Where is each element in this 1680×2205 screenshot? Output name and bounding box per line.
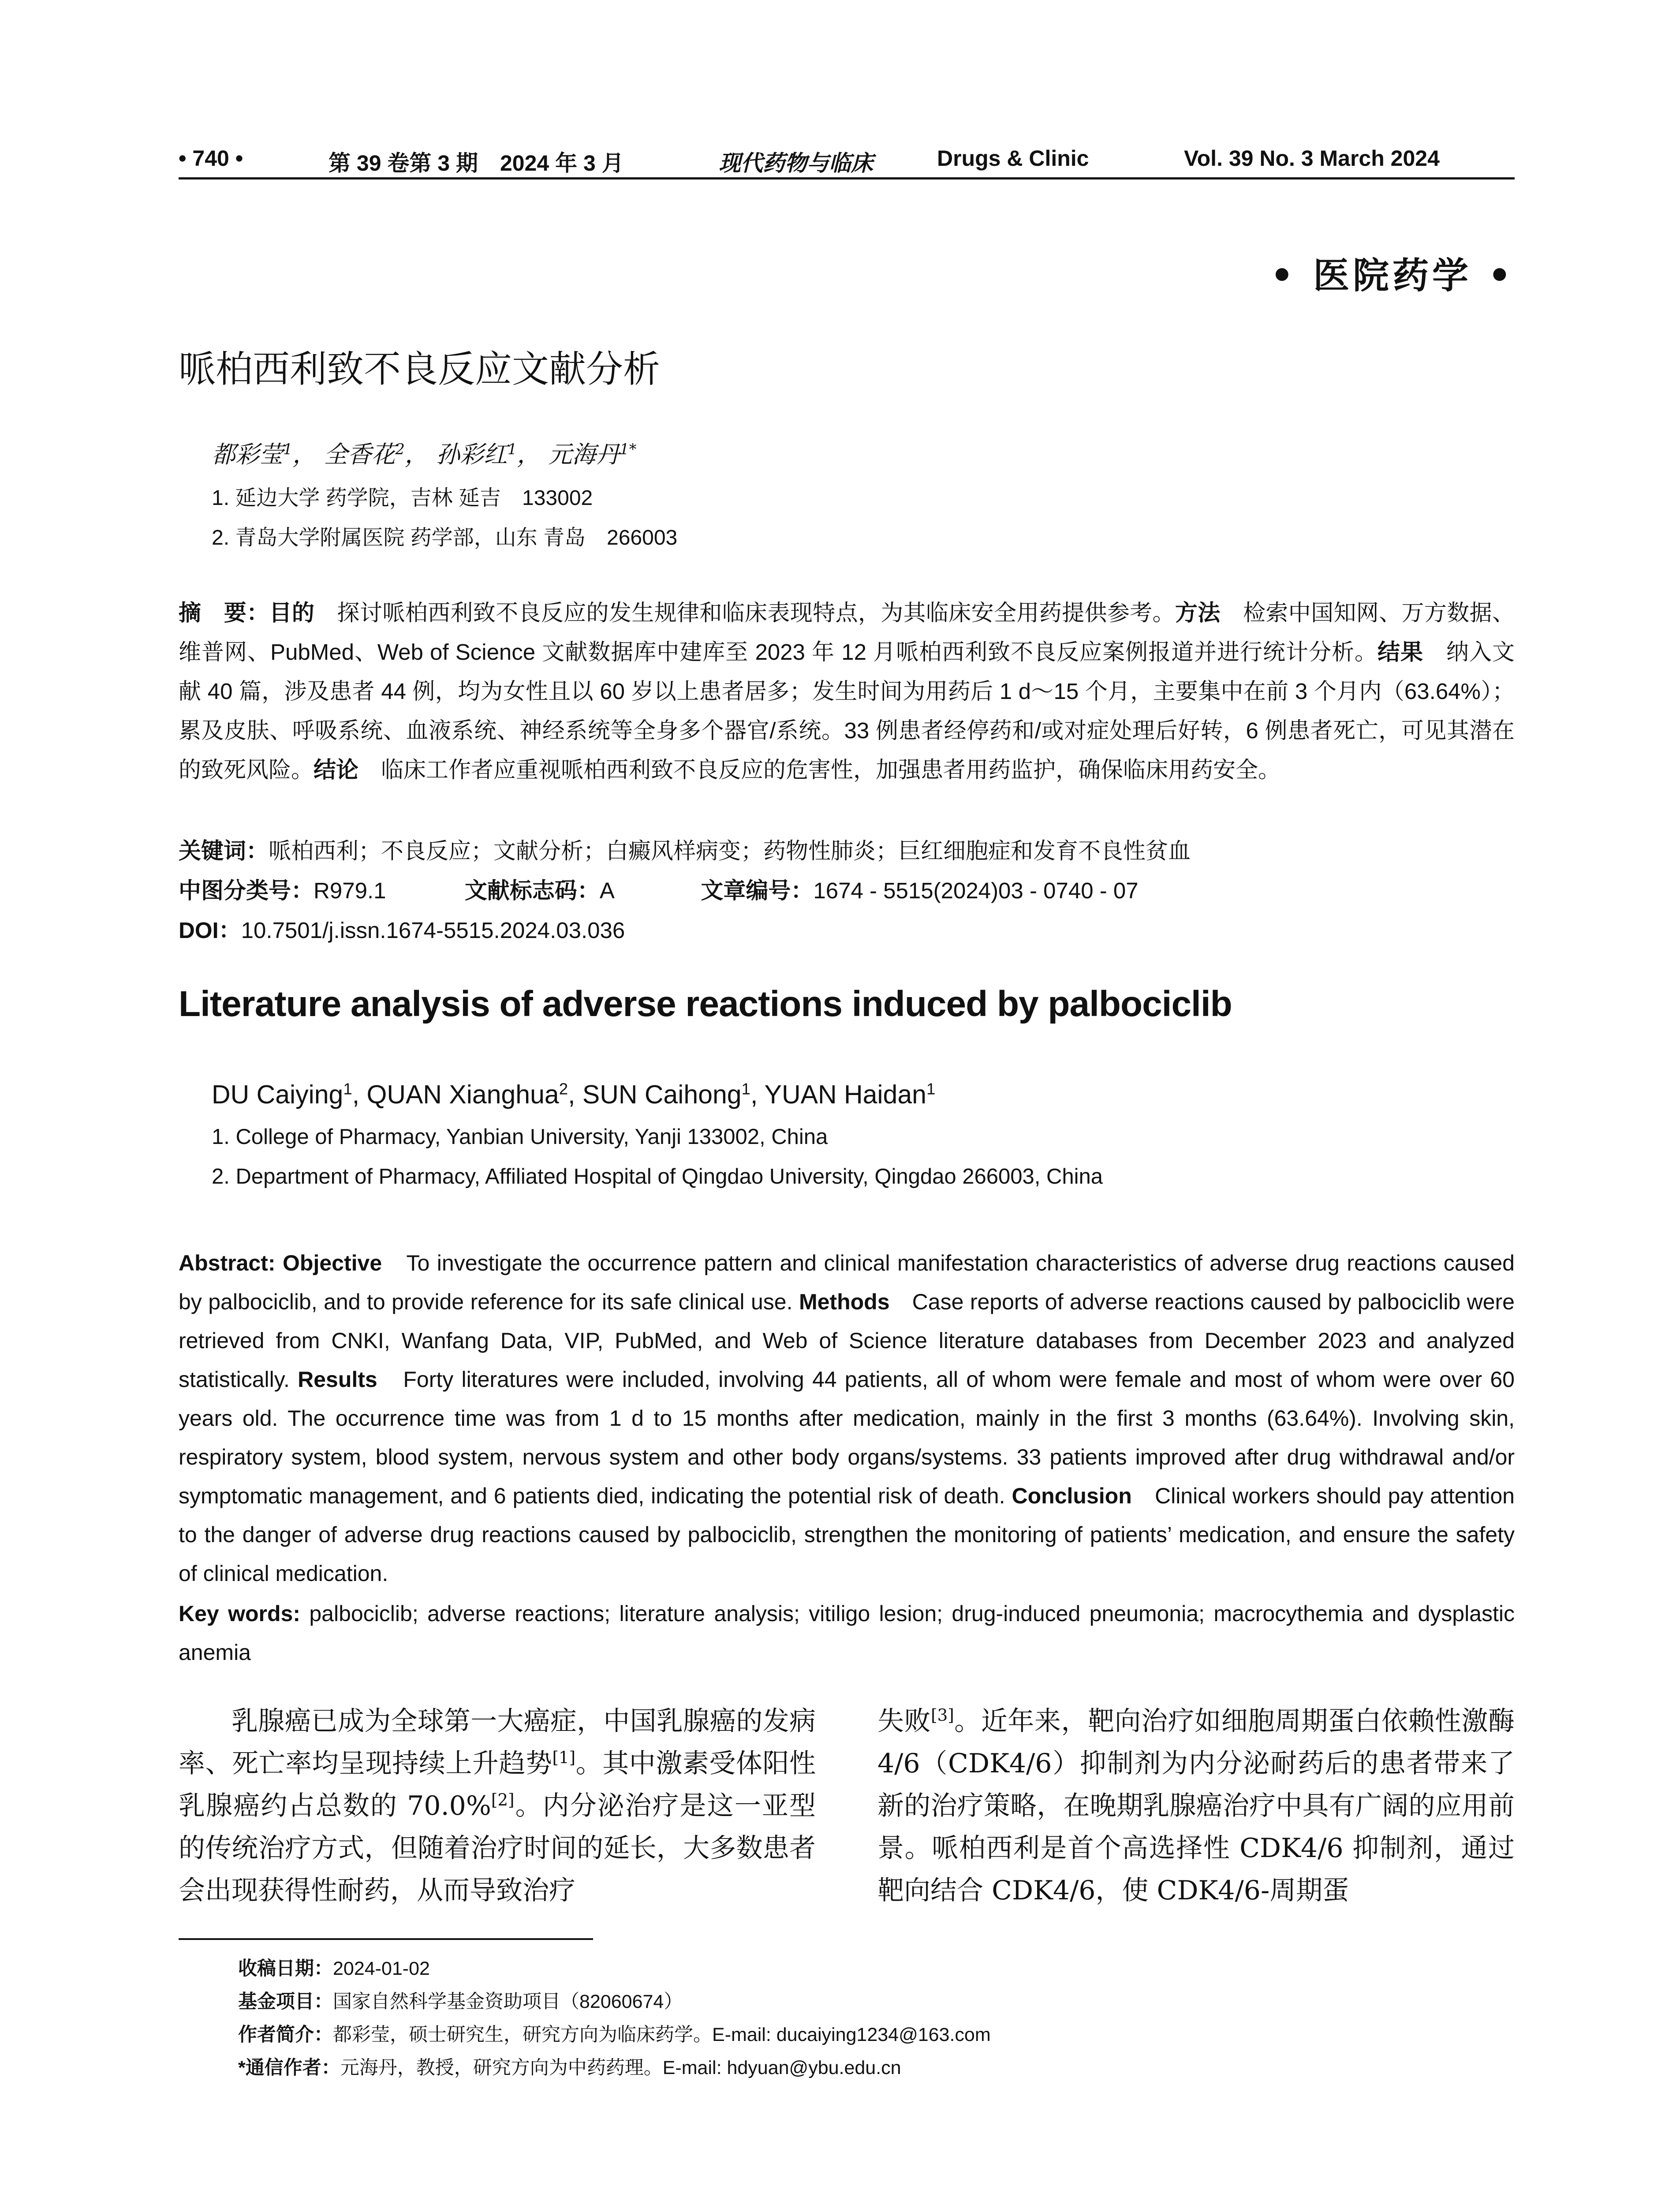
classification-line — [179, 872, 1139, 905]
body-column-right — [877, 1700, 1515, 1912]
abstract-cn — [179, 593, 1515, 789]
results-text: 纳入文献 40 篇，涉及患者 44 例，均为女性且以 60 岁以上患者居多；发生时间为用药后 1 d～15 个月，主要集中在前 3 个月内（63.64%）；累及皮肤、呼吸系统、血液系统、神经系统等全身多个器官/系统。33 例患者经停药和/或对症处理后好转，6 例患者死亡，可见其潜在的致死风险。 — [179, 639, 1515, 782]
citation-ref[interactable]: [3] — [931, 1705, 954, 1725]
affiliation-cn-1: 1. 延边大学 药学院，吉林 延吉 133002 — [212, 486, 593, 510]
body-column-left — [179, 1700, 816, 1912]
author-name: QUAN Xianghua — [366, 1080, 559, 1109]
section-tag: • 医院药学 • — [1270, 254, 1515, 297]
body-text: 。近年来，靶向治疗如细胞周期蛋白依赖性激酶 4/6（CDK4/6）抑制剂为内分泌耐药后的患者带来了新的治疗策略，在晚期乳腺癌治疗中具有广阔的应用前景。哌柏西利是首个高选择性 CDK4/6 抑制剂，通过靶向结合 CDK4/6，使 CDK4/6-周期蛋 — [877, 1706, 1515, 1906]
results-text: Forty literatures were included, involving 44 patients, all of whom were female and most of whom were over 60 years old. The occurrence time was from 1 d to 15 months after medication, mainly in the first 3 months (63.64%). Involving skin, respiratory system, blood system, nervous system and other body organs/systems. 33 patients improved after drug withdrawal and/or symptomatic management, and 6 patients died, indicating the potential risk of death. — [179, 1367, 1515, 1508]
methods-label: 方法 — [1175, 600, 1221, 625]
keywords-cn — [179, 833, 1191, 865]
footnote-text: 都彩莹，硕士研究生，研究方向为临床药学。E-mail: ducaiying1234@163.com — [333, 2024, 991, 2045]
page-number: • 740 • — [179, 146, 243, 171]
author-affil-mark: 1* — [620, 441, 637, 458]
keywords-label: Key words: — [179, 1601, 300, 1626]
footnote-label: *通信作者： — [238, 2057, 340, 2078]
doi-line — [179, 912, 625, 945]
author-affil-mark: 1 — [283, 441, 293, 458]
objective-label: 目的 — [269, 600, 315, 625]
results-label: Results — [298, 1367, 377, 1392]
volume-issue-cn: 第 39 卷第 3 期 2024 年 3 月 — [329, 151, 624, 176]
objective-label: Objective — [283, 1251, 382, 1275]
author-name: 全香花 — [324, 441, 396, 468]
footnote-received — [238, 1954, 430, 1981]
footnote-text: 2024-01-02 — [333, 1958, 430, 1979]
author-name: SUN Caihong — [582, 1080, 742, 1109]
objective-text: 探讨哌柏西利致不良反应的发生规律和临床表现特点，为其临床安全用药提供参考。 — [314, 600, 1175, 625]
doc-code-label: 文献标志码： — [464, 878, 600, 903]
author-affil-mark: 1 — [343, 1080, 352, 1098]
affiliation-en-2: 2. Department of Pharmacy, Affiliated Hospital of Qingdao University, Qingdao 266003, China — [212, 1165, 1103, 1188]
methods-text: Case reports of adverse reactions caused by palbociclib were retrieved from CNKI, Wanfang Data, VIP, PubMed, and Web of Science literature databases from December 2023 and analyzed statistically. — [179, 1289, 1515, 1392]
clc-value: R979.1 — [314, 878, 386, 903]
abstract-label: 摘 要： — [179, 600, 269, 625]
methods-text: 检索中国知网、万方数据、维普网、PubMed、Web of Science 文献数据库中建库至 2023 年 12 月哌柏西利致不良反应案例报道并进行统计分析。 — [179, 600, 1515, 665]
author-affil-mark: 1 — [926, 1080, 936, 1098]
footnote-author — [238, 2020, 991, 2047]
abstract-en — [179, 1244, 1515, 1593]
body-text: 乳腺癌已成为全球第一大癌症，中国乳腺癌的发病率、死亡率均呈现持续上升趋势 — [179, 1706, 816, 1779]
footnote-corresponding — [238, 2053, 901, 2080]
keywords-text: palbociclib; adverse reactions; literature analysis; vitiligo lesion; drug-induced pneumonia; macrocythemia and dysplastic anemia — [179, 1601, 1515, 1665]
clc-label: 中图分类号： — [179, 878, 314, 903]
keywords-text: 哌柏西利；不良反应；文献分析；白癜风样病变；药物性肺炎；巨红细胞症和发育不良性贫血 — [269, 838, 1191, 863]
journal-name-cn: 现代药物与临床 — [719, 150, 873, 176]
article-title-cn: 哌柏西利致不良反应文献分析 — [179, 348, 661, 390]
footnote-label: 收稿日期： — [238, 1958, 333, 1979]
header-rule — [179, 177, 1515, 179]
conclusion-text: 临床工作者应重视哌柏西利致不良反应的危害性，加强患者用药监护，确保临床用药安全。 — [358, 757, 1281, 782]
doi-label: DOI： — [179, 918, 241, 943]
journal-name-en: Drugs & Clinic — [937, 146, 1089, 171]
volume-issue-en: Vol. 39 No. 3 March 2024 — [1184, 146, 1440, 171]
body-text: 。其中激素受体阳性乳腺癌约占总数的 70.0% — [179, 1748, 816, 1821]
doi-value: 10.7501/j.issn.1674-5515.2024.03.036 — [241, 918, 625, 943]
running-header — [179, 142, 1515, 177]
author-name: YUAN Haidan — [764, 1080, 926, 1109]
article-number-label: 文章编号： — [701, 878, 814, 903]
body-text: 失败 — [877, 1706, 931, 1737]
affiliation-en-1: 1. College of Pharmacy, Yanbian University, Yanji 133002, China — [212, 1125, 828, 1149]
author-name: 都彩莹 — [212, 441, 283, 468]
conclusion-text: Clinical workers should pay attention to the danger of adverse drug reactions caused by palbociclib, strengthen the monitoring of patients’ medication, and ensure the safety of clinical medication. — [179, 1484, 1515, 1586]
author-name: 孙彩红 — [436, 441, 508, 468]
results-label: 结果 — [1378, 639, 1423, 665]
article-number-value: 1674 - 5515(2024)03 - 0740 - 07 — [813, 878, 1139, 903]
citation-ref[interactable]: [1] — [552, 1748, 576, 1767]
author-list-en: DU Caiying$^1$, QUAN Xianghua$^2$, SUN Caihong$^1$, YUAN Haidan$^1$ — [212, 1080, 936, 1109]
footnote-label: 基金项目： — [238, 1991, 333, 2012]
author-affil-mark: 2 — [559, 1080, 568, 1098]
affiliation-cn-2: 2. 青岛大学附属医院 药学部，山东 青岛 266003 — [212, 526, 678, 549]
footnote-text: 国家自然科学基金资助项目（82060674） — [333, 1991, 683, 2012]
keywords-en — [179, 1594, 1515, 1672]
citation-ref[interactable]: [2] — [491, 1790, 515, 1809]
conclusion-label: Conclusion — [1012, 1484, 1132, 1508]
author-list-cn: 都彩莹$^1$， 全香花$^2$， 孙彩红$^1$， 元海丹$^{1*}$ — [212, 441, 637, 468]
keywords-label: 关键词： — [179, 838, 269, 863]
objective-text: To investigate the occurrence pattern and clinical manifestation characteristics of adverse drug reactions caused by palbociclib, and to provide reference for its safe clinical use. — [179, 1251, 1515, 1314]
abstract-label: Abstract: — [179, 1251, 276, 1275]
author-name: 元海丹 — [548, 441, 620, 468]
doc-code-value: A — [599, 878, 614, 903]
footnote-label: 作者简介： — [238, 2024, 333, 2045]
conclusion-label: 结论 — [314, 757, 359, 782]
body-text: 。内分泌治疗是这一亚型的传统治疗方式，但随着治疗时间的延长，大多数患者会出现获得性耐药，从而导致治疗 — [179, 1790, 816, 1906]
methods-label: Methods — [799, 1289, 890, 1314]
footnote-text: 元海丹，教授，研究方向为中药药理。E-mail: hdyuan@ybu.edu.cn — [340, 2057, 901, 2078]
footnote-fund — [238, 1987, 683, 2014]
footnote-rule — [179, 1938, 593, 1940]
author-affil-mark: 1 — [507, 441, 517, 458]
author-affil-mark: 1 — [741, 1080, 750, 1098]
author-affil-mark: 2 — [395, 441, 405, 458]
article-title-en: Literature analysis of adverse reactions induced by palbociclib — [179, 984, 1232, 1024]
author-name: DU Caiying — [212, 1080, 343, 1109]
